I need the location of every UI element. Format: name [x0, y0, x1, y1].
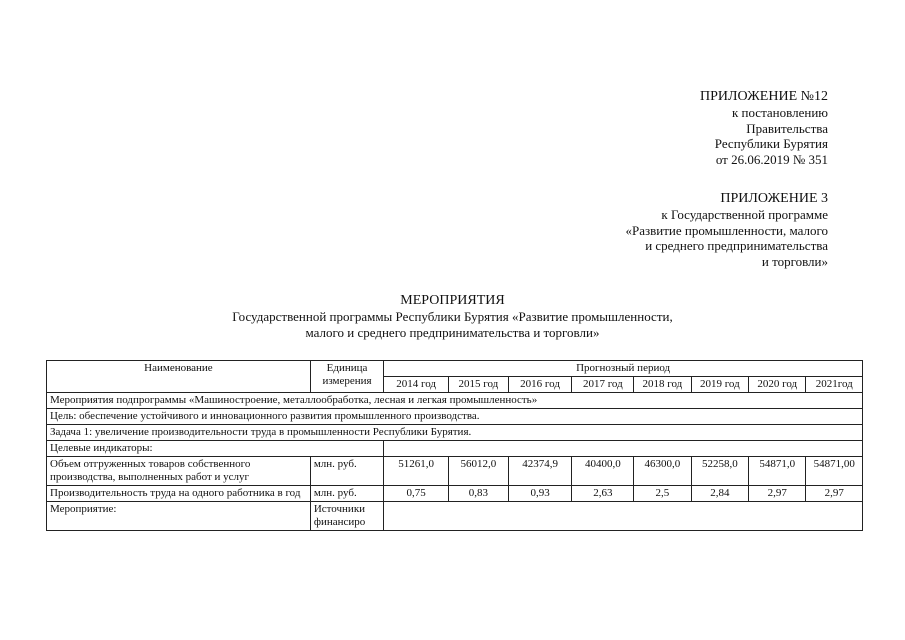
measure-row — [47, 502, 863, 531]
appendix-12-line1: к постановлению — [731, 105, 828, 120]
appendix-3-heading: ПРИЛОЖЕНИЕ 3 — [720, 191, 828, 206]
header-year: 2017 год — [572, 377, 634, 393]
header-row-1 — [47, 361, 863, 377]
header-year: 2018 год — [634, 377, 691, 393]
task-row — [47, 425, 863, 441]
header-year: 2016 год — [508, 377, 572, 393]
indicators-empty-cell — [384, 441, 863, 457]
measure-label: Мероприятие: — [47, 502, 311, 531]
indicator-unit: млн. руб. — [310, 457, 383, 486]
header-year: 2015 год — [449, 377, 509, 393]
subprogram-row — [47, 393, 863, 409]
document-subtitle-line2: малого и среднего предпринимательства и торговли» — [305, 325, 600, 340]
indicator-value: 42374,9 — [508, 457, 572, 486]
indicator-value: 56012,0 — [449, 457, 509, 486]
appendix-12-heading: ПРИЛОЖЕНИЕ №12 — [700, 89, 828, 104]
indicator-value: 0,75 — [384, 486, 449, 502]
header-unit: Единица измерения — [310, 361, 383, 393]
indicator-name: Объем отгруженных товаров собственного производства, выполненных работ и услуг — [47, 457, 311, 486]
appendix-3-block — [626, 190, 829, 269]
indicator-value: 0,93 — [508, 486, 572, 502]
header-year: 2019 год — [691, 377, 748, 393]
indicator-name: Производительность труда на одного работника в год — [47, 486, 311, 502]
indicator-unit: млн. руб. — [310, 486, 383, 502]
indicator-value: 54871,0 — [749, 457, 806, 486]
indicators-label: Целевые индикаторы: — [47, 441, 384, 457]
appendix-12-line2: Правительства — [746, 120, 828, 136]
funding-label: Источники финансиро — [313, 503, 366, 528]
indicator-value: 46300,0 — [634, 457, 691, 486]
appendix-12-line3: Республики Бурятия — [714, 136, 828, 151]
document-subtitle-line1: Государственной программы Республики Бурятия «Развитие промышленности, — [232, 309, 673, 324]
goal-row — [47, 409, 863, 425]
header-year: 2020 год — [749, 377, 806, 393]
indicator-value: 2,5 — [634, 486, 691, 502]
goal-text: Цель: обеспечение устойчивого и инновационного развития промышленного производства. — [47, 409, 863, 425]
indicator-value: 54871,00 — [806, 457, 863, 486]
table-row — [47, 457, 863, 486]
indicator-value: 2,63 — [572, 486, 634, 502]
indicator-value: 40400,0 — [572, 457, 634, 486]
table-row — [47, 486, 863, 502]
funding-cell — [310, 502, 383, 531]
appendix-3-line4: и торговли» — [761, 253, 828, 269]
appendix-3-line2: «Развитие промышленности, малого — [625, 222, 828, 238]
indicator-value: 2,97 — [806, 486, 863, 502]
indicator-value: 2,97 — [749, 486, 806, 502]
appendix-12-block — [700, 88, 828, 167]
indicators-label-row — [47, 441, 863, 457]
measure-empty-cell — [384, 502, 863, 531]
header-year: 2014 год — [384, 377, 449, 393]
appendix-3-line1: к Государственной программе — [661, 207, 828, 222]
appendix-12-line4: от 26.06.2019 № 351 — [715, 151, 828, 167]
indicator-value: 51261,0 — [384, 457, 449, 486]
measures-table — [46, 360, 863, 531]
indicator-value: 2,84 — [691, 486, 748, 502]
subprogram-title: Мероприятия подпрограммы «Машиностроение, металлообработка, лесная и легкая промышленность» — [47, 393, 863, 409]
document-title-block — [0, 292, 905, 341]
document-title: МЕРОПРИЯТИЯ — [400, 293, 505, 308]
header-period: Прогнозный период — [384, 361, 863, 377]
header-name: Наименование — [47, 361, 311, 393]
header-year: 2021год — [806, 377, 863, 393]
appendix-3-line3: и среднего предпринимательства — [645, 238, 828, 253]
task-text: Задача 1: увеличение производительности труда в промышленности Республики Бурятия. — [47, 425, 863, 441]
indicator-value: 0,83 — [449, 486, 509, 502]
indicator-value: 52258,0 — [691, 457, 748, 486]
